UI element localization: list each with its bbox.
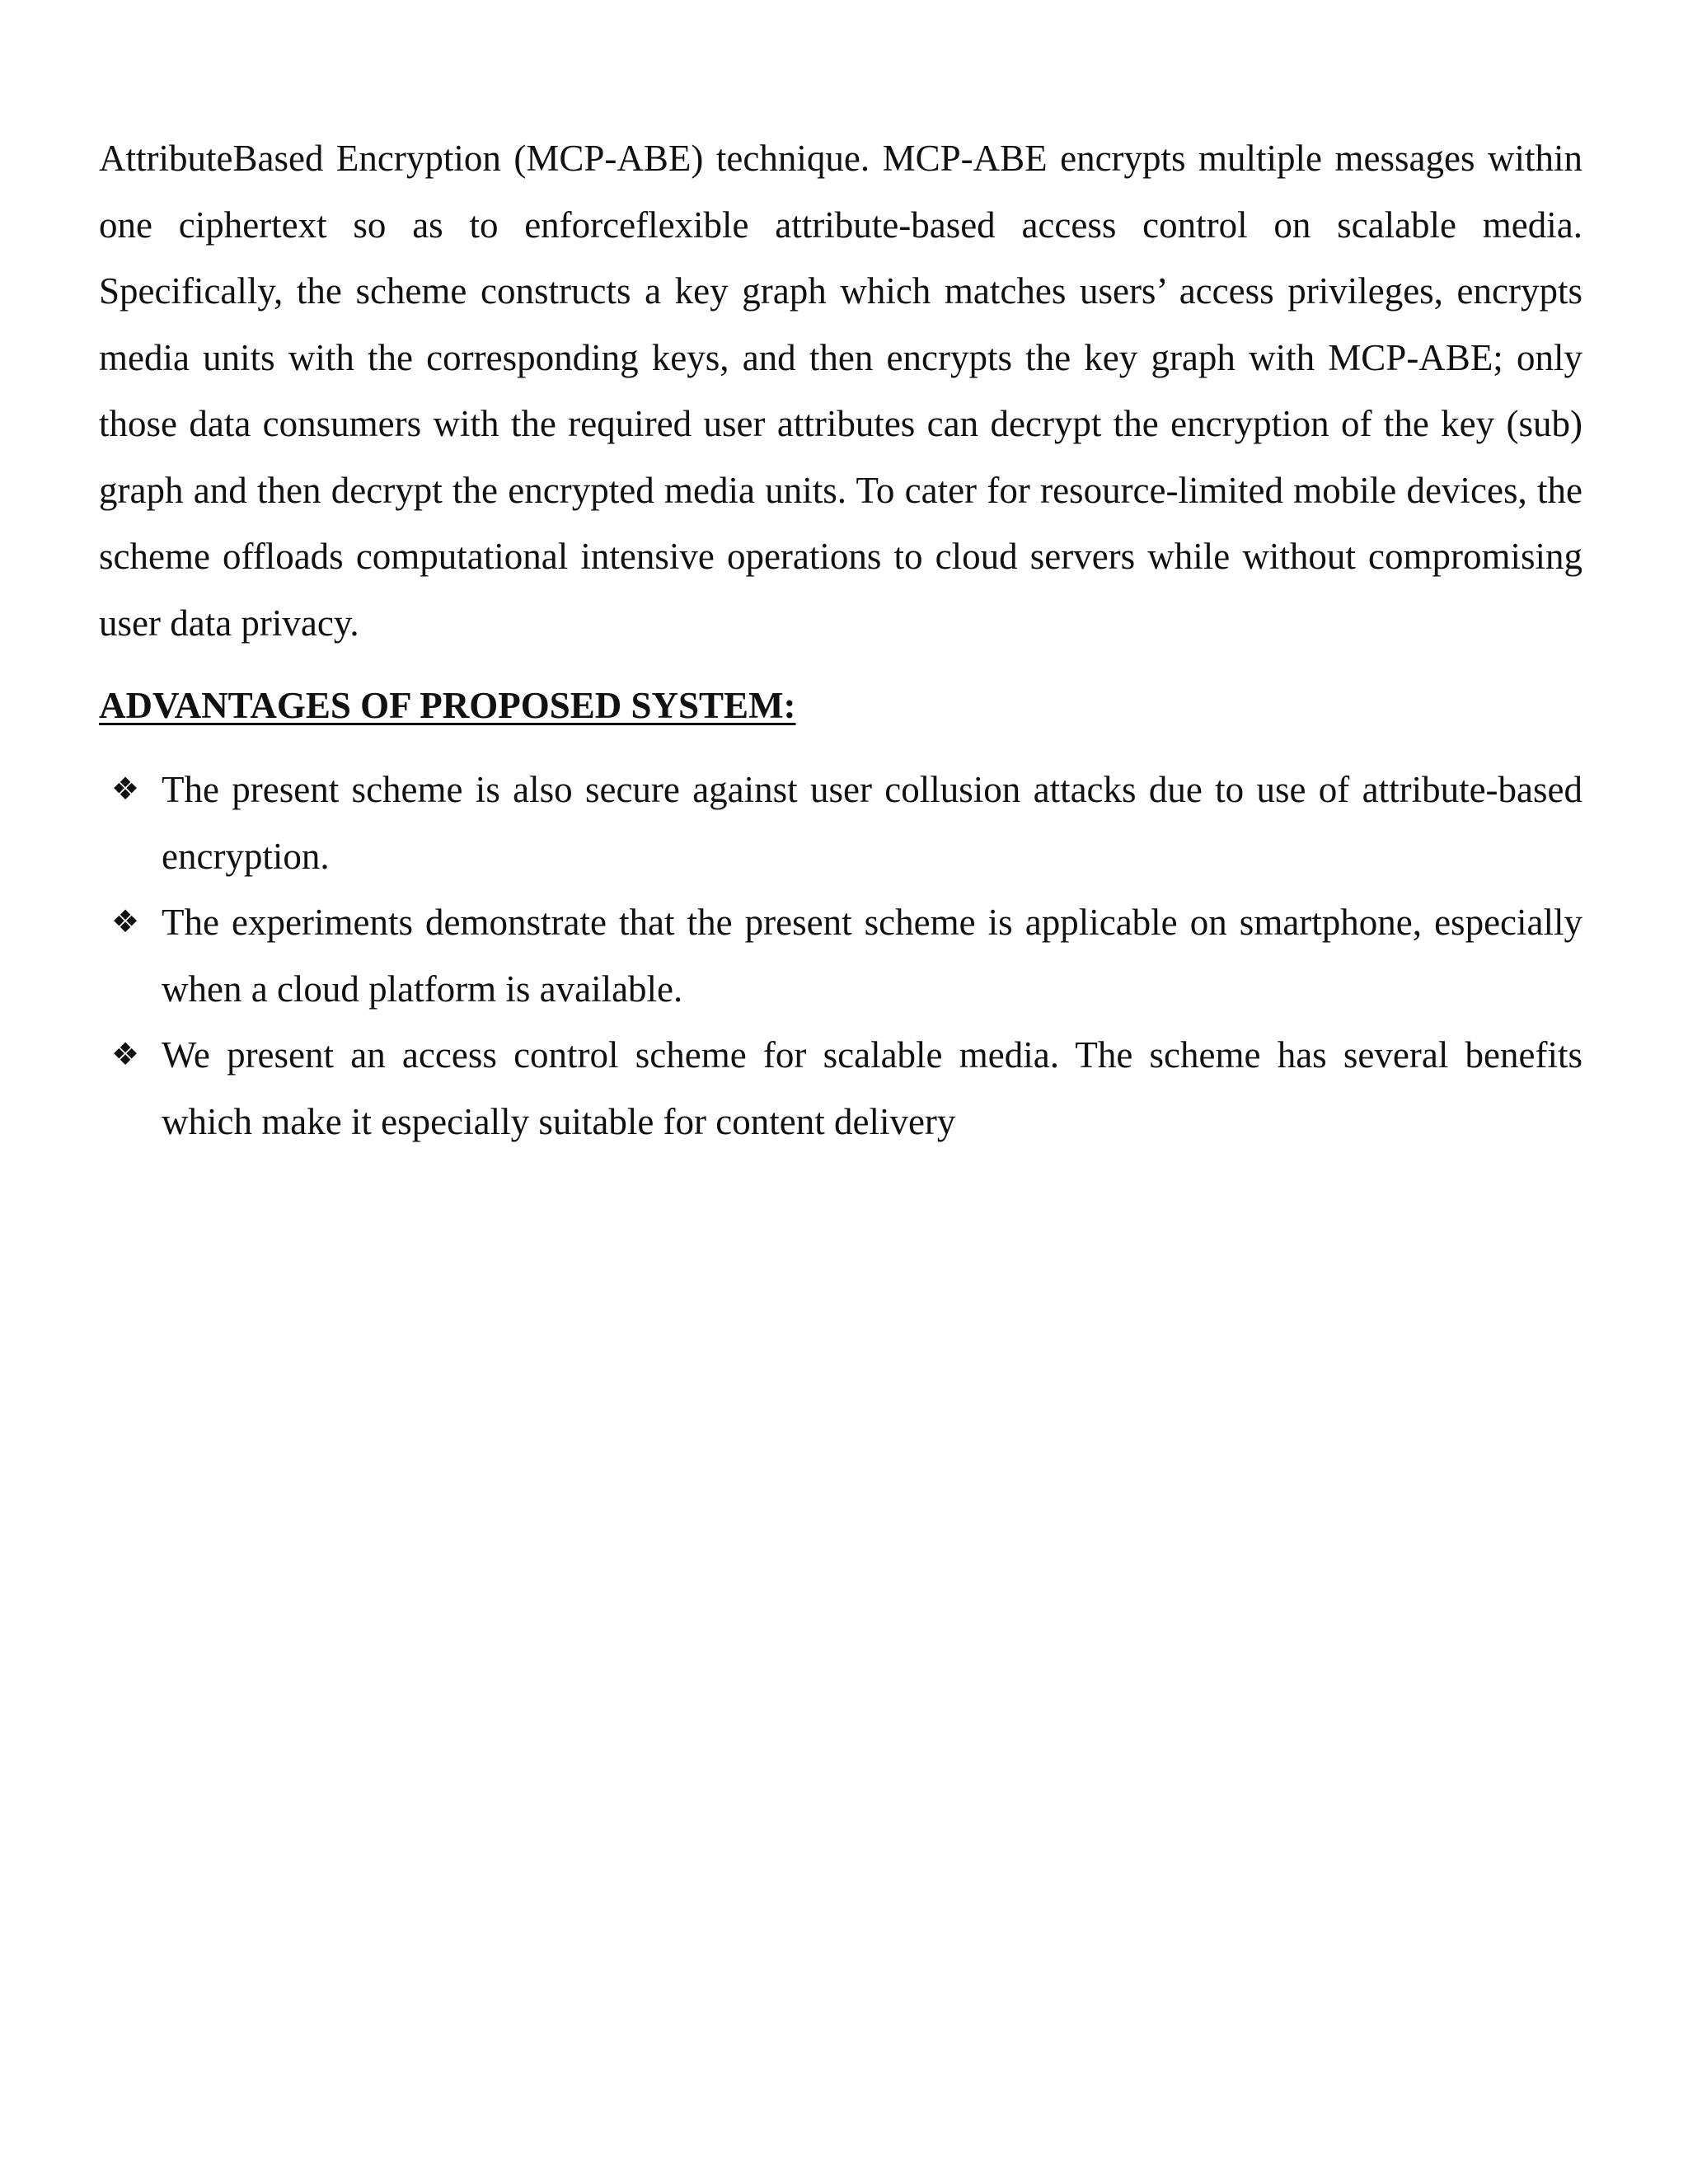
list-item bbox=[99, 757, 1582, 889]
four-diamond-bullet-icon: ❖ bbox=[111, 772, 140, 807]
page-content bbox=[99, 125, 1582, 1155]
list-item-text: The present scheme is also secure against user collusion attacks due to use of attribute-based encryption. bbox=[162, 769, 1582, 877]
section-heading: ADVANTAGES OF PROPOSED SYSTEM: bbox=[99, 685, 796, 726]
list-item-text: We present an access control scheme for scalable media. The scheme has several benefits which make it especially suitable for content delivery bbox=[162, 1034, 1582, 1142]
intro-paragraph: AttributeBased Encryption (MCP-ABE) technique. MCP-ABE encrypts multiple messages within one ciphertext so as to enforceflexible attribute-based access control on scalable media. Specifically, the scheme constructs a key graph which matches users’ access privileges, encrypts media units with the corresponding keys, and then encrypts the key graph with MCP-ABE; only those data consumers with the required user attributes can decrypt the encryption of the key (sub) graph and then decrypt the encrypted media units. To cater for resource-limited mobile devices, the scheme offloads computational intensive operations to cloud servers while without compromising user data privacy. bbox=[99, 138, 1582, 644]
list-item-text: The experiments demonstrate that the present scheme is applicable on smartphone, especially when a cloud platform is available. bbox=[162, 902, 1582, 1010]
four-diamond-bullet-icon: ❖ bbox=[111, 905, 140, 940]
four-diamond-bullet-icon: ❖ bbox=[111, 1038, 140, 1072]
list-item bbox=[99, 1022, 1582, 1155]
advantages-list bbox=[99, 757, 1582, 1155]
list-item bbox=[99, 889, 1582, 1022]
